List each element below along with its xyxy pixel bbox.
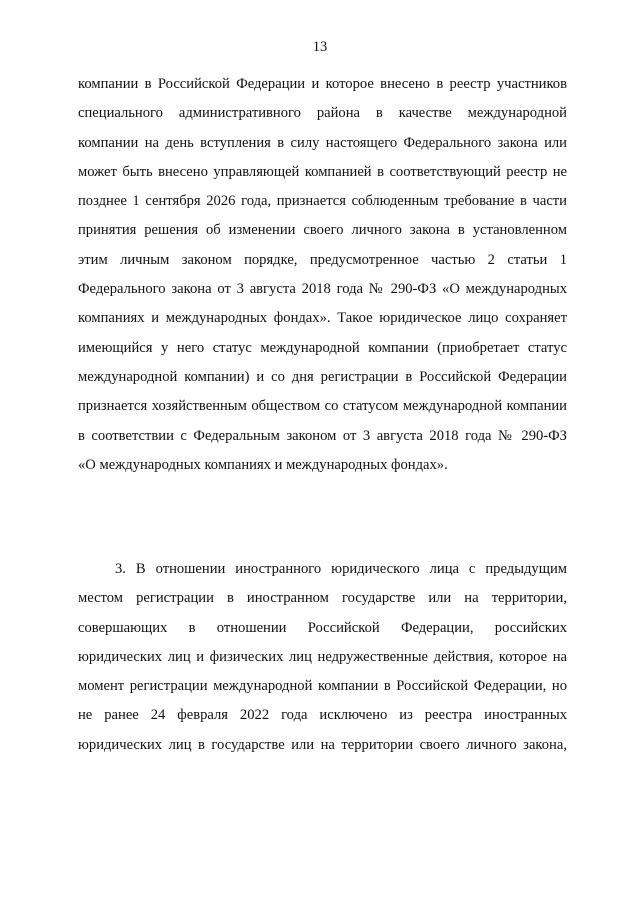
- text-line: местом регистрации в иностранном государстве или на территории,: [78, 590, 567, 607]
- text-line: этим личным законом порядке, предусмотренное частью 2 статьи 1: [78, 251, 567, 268]
- text-line: «О международных компаниях и международных фондах».: [78, 456, 448, 473]
- text-line: специального административного района в качестве международной: [78, 105, 567, 122]
- text-line: юридических лиц в государстве или на территории своего личного закона,: [78, 736, 567, 753]
- text-line: компании на день вступления в силу настоящего Федерального закона или: [78, 134, 567, 151]
- text-line: компании в Российской Федерации и которое внесено в реестр участников: [78, 76, 567, 92]
- text-line: совершающих в отношении Российской Федерации, российских: [78, 619, 567, 636]
- text-line: имеющийся у него статус международной компании (приобретает статус: [78, 339, 567, 356]
- text-line: признается хозяйственным обществом со статусом международной компании: [78, 398, 567, 415]
- text-line: момент регистрации международной компании в Российской Федерации, но: [78, 678, 567, 695]
- text-line: не ранее 24 февраля 2022 года исключено из реестра иностранных: [78, 707, 567, 724]
- paragraph-continued: [78, 70, 567, 480]
- page-number: 13: [312, 39, 328, 55]
- text-line: может быть внесено управляющей компанией в соответствующий реестр не: [78, 163, 567, 180]
- text-line: международной компании) и со дня регистрации в Российской Федерации: [78, 368, 567, 385]
- text-line: принятия решения об изменении своего личного закона в установленном: [78, 222, 567, 239]
- text-line: Федерального закона от 3 августа 2018 года № 290-ФЗ «О международных: [78, 281, 567, 298]
- text-line: позднее 1 сентября 2026 года, признается соблюденным требование в части: [78, 193, 567, 210]
- text-line: юридических лиц и физических лиц недружественные действия, которое на: [78, 648, 567, 665]
- paragraph-item-3: [78, 555, 567, 760]
- text-line: в соответствии с Федеральным законом от 3 августа 2018 года № 290-ФЗ: [78, 427, 567, 444]
- text-line: компаниях и международных фондах». Такое юридическое лицо сохраняет: [78, 310, 567, 327]
- text-line: 3. В отношении иностранного юридического лица с предыдущим: [115, 561, 567, 577]
